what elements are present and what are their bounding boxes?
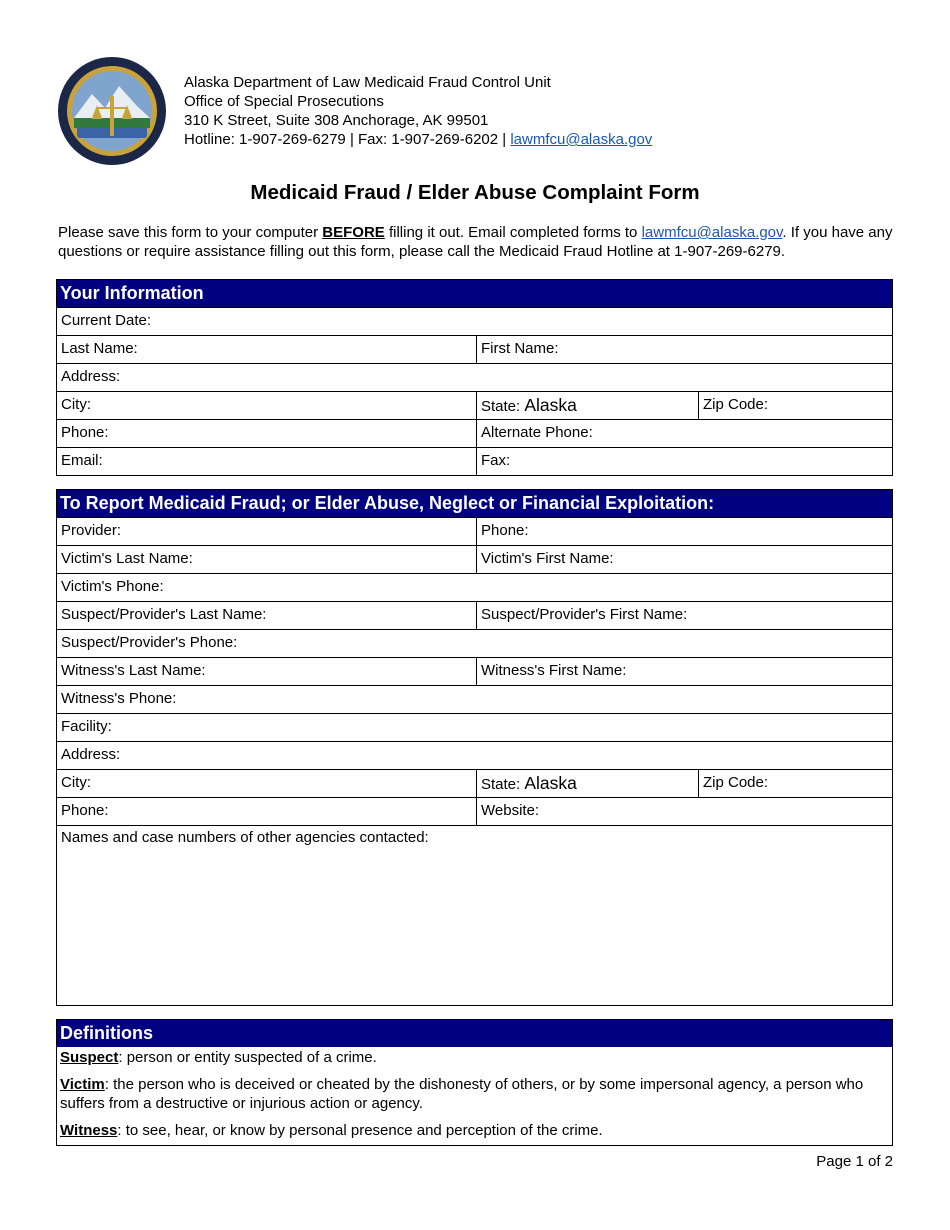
current-date-row — [57, 307, 892, 335]
facility-city-field[interactable]: City: — [61, 774, 91, 791]
facility-zip-field[interactable]: Zip Code: — [698, 770, 892, 797]
other-agencies-field[interactable]: Names and case numbers of other agencies contacted: — [61, 829, 429, 846]
last-name-field[interactable]: Last Name: — [61, 340, 138, 357]
intro-before-emphasis: BEFORE — [322, 224, 385, 241]
provider-field[interactable]: Provider: — [61, 522, 122, 539]
suspect-phone-field[interactable]: Suspect/Provider's Phone: — [61, 634, 238, 651]
victim-last-name-field[interactable]: Victim's Last Name: — [61, 550, 193, 567]
victim-phone-row — [57, 573, 892, 601]
definition-text: : to see, hear, or know by personal presence and perception of the crime. — [117, 1122, 603, 1139]
suspect-first-name-field[interactable]: Suspect/Provider's First Name: — [476, 602, 892, 629]
report-section — [56, 489, 893, 1006]
page-number: Page 1 of 2 — [816, 1153, 893, 1170]
section-heading: To Report Medicaid Fraud; or Elder Abuse, Neglect or Financial Exploitation: — [57, 490, 892, 517]
city-field[interactable]: City: — [61, 396, 91, 413]
suspect-name-row — [57, 601, 892, 629]
facility-city-row — [57, 769, 892, 797]
org-name: Alaska Department of Law Medicaid Fraud Control Unit — [184, 74, 551, 91]
current-date-field[interactable]: Current Date: — [61, 312, 152, 329]
address-row — [57, 363, 892, 391]
address-field[interactable]: Address: — [61, 368, 121, 385]
state-value: Alaska — [524, 773, 577, 793]
first-name-field[interactable]: First Name: — [476, 336, 892, 363]
org-street: 310 K Street, Suite 308 Anchorage, AK 99501 — [184, 112, 489, 129]
zip-field[interactable]: Zip Code: — [698, 392, 892, 419]
intro-text: . If you have any questions or require assistance filling out this form, please call the Medicaid Fraud Hotline at 1-907-269-6279. — [58, 224, 893, 260]
org-office: Office of Special Prosecutions — [184, 93, 384, 110]
fax-field[interactable]: Fax: — [476, 448, 892, 475]
facility-address-row — [57, 741, 892, 769]
state-field[interactable] — [476, 392, 698, 419]
witness-phone-field[interactable]: Witness's Phone: — [61, 690, 177, 707]
phone-field[interactable]: Phone: — [61, 424, 109, 441]
city-row — [57, 391, 892, 419]
email-row — [57, 447, 892, 475]
email-field[interactable]: Email: — [61, 452, 103, 469]
witness-name-row — [57, 657, 892, 685]
term-suspect: Suspect — [60, 1049, 119, 1066]
witness-first-name-field[interactable]: Witness's First Name: — [476, 658, 892, 685]
alternate-phone-field[interactable]: Alternate Phone: — [476, 420, 892, 447]
definition-victim — [60, 1075, 889, 1113]
definition-text: : person or entity suspected of a crime. — [118, 1049, 377, 1066]
org-contact — [184, 130, 652, 149]
definitions-section — [56, 1019, 893, 1146]
victim-phone-field[interactable]: Victim's Phone: — [61, 578, 164, 595]
intro-email-link[interactable]: lawmfcu@alaska.gov — [641, 224, 783, 241]
contact-email-link[interactable]: lawmfcu@alaska.gov — [510, 131, 653, 148]
term-witness: Witness — [60, 1122, 118, 1139]
intro-paragraph — [58, 223, 898, 261]
name-row — [57, 335, 892, 363]
definitions-list — [57, 1048, 892, 1140]
definition-text: : the person who is deceived or cheated by the dishonesty of others, or by some impersonal agency, a person who suffers from a destructive or injurious action or agency. — [60, 1076, 864, 1112]
phone-row — [57, 419, 892, 447]
definition-suspect — [60, 1048, 889, 1067]
suspect-last-name-field[interactable]: Suspect/Provider's Last Name: — [61, 606, 267, 623]
suspect-phone-row — [57, 629, 892, 657]
provider-row — [57, 517, 892, 545]
facility-phone-field[interactable]: Phone: — [61, 802, 109, 819]
victim-name-row — [57, 545, 892, 573]
section-heading: Your Information — [57, 280, 892, 307]
facility-state-field[interactable] — [476, 770, 698, 797]
witness-phone-row — [57, 685, 892, 713]
provider-phone-field[interactable]: Phone: — [476, 518, 892, 545]
org-address-block — [184, 73, 652, 149]
agencies-row — [57, 825, 892, 1005]
term-victim: Victim — [60, 1076, 105, 1093]
website-field[interactable]: Website: — [476, 798, 892, 825]
witness-last-name-field[interactable]: Witness's Last Name: — [61, 662, 206, 679]
definition-witness — [60, 1121, 889, 1140]
form-title: Medicaid Fraud / Elder Abuse Complaint Form — [250, 181, 700, 204]
section-heading: Definitions — [57, 1020, 892, 1047]
facility-address-field[interactable]: Address: — [61, 746, 121, 763]
contact-numbers: Hotline: 1-907-269-6279 | Fax: 1-907-269-6202 | — [184, 131, 511, 148]
state-value: Alaska — [524, 395, 577, 415]
state-label: State: — [481, 398, 525, 415]
facility-phone-row — [57, 797, 892, 825]
facility-row — [57, 713, 892, 741]
facility-field[interactable]: Facility: — [61, 718, 112, 735]
intro-text: filling it out. Email completed forms to — [384, 224, 642, 241]
state-label: State: — [481, 776, 525, 793]
your-information-section — [56, 279, 893, 476]
victim-first-name-field[interactable]: Victim's First Name: — [476, 546, 892, 573]
state-seal-icon — [57, 56, 167, 166]
intro-text: Please save this form to your computer — [58, 224, 323, 241]
